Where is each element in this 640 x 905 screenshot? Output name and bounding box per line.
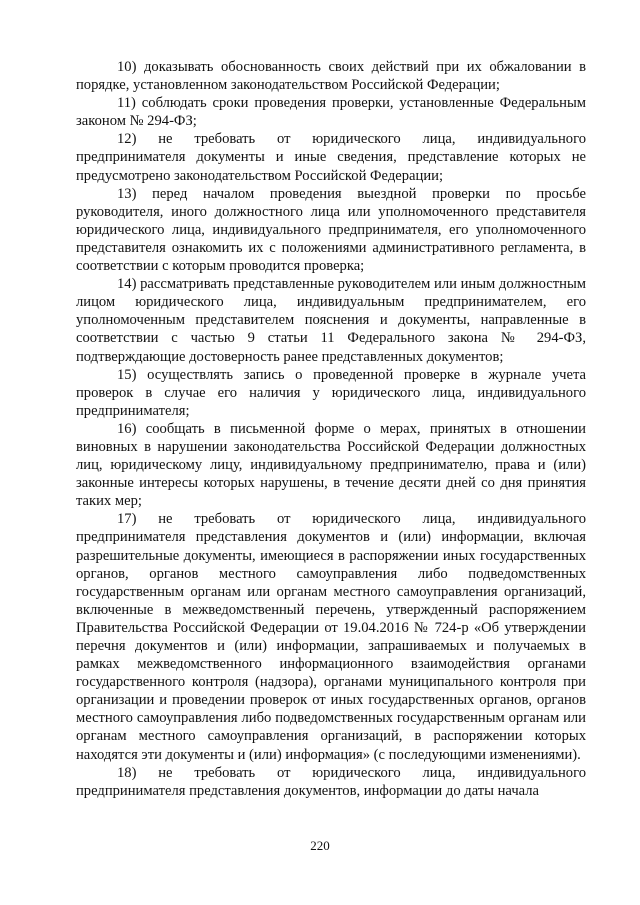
paragraph-item-15: 15) осуществлять запись о проведенной проверке в журнале учета проверок в случае его наличия у юридического лица, индивидуального предпринимателя; [76,366,586,419]
paragraph-item-11: 11) соблюдать сроки проведения проверки, установленные Федеральным законом № 294-ФЗ; [76,95,586,130]
paragraph-item-14: 14) рассматривать представленные руководителем или иным должностным лицом юридического лица, индивидуальным предпринимателем, его уполномоченным представителем пояснения и документы, направленные в соответствии с частью 9 статьи 11 Федерального закона № 294-ФЗ, подтверждающие достоверность ранее представленных документов; [76,276,586,365]
page-number: 220 [310,838,330,853]
paragraph-item-17: 17) не требовать от юридического лица, индивидуального предпринимателя представления документов и (или) информации, включая разрешительные документы, имеющиеся в распоряжении иных государственных органов, органов местного самоуправления либо подведомственных государственным органам или органам местного самоуправления организаций, включенные в межведомственный перечень, утвержденный распоряжением Правительства Российской Федерации от 19.04.2016 № 724-р «Об утверждении перечня документов и (или) информации, запрашиваемых и получаемых в рамках межведомственного информационного взаимодействия органами государственного контроля (надзора), органами муниципального контроля при организации и проведении проверок от иных государственных органов, органов местного самоуправления либо подведомственных государственным органам или органам местного самоуправления организаций, в распоряжении которых находятся эти документы и (или) информация» (с последующими изменениями). [76,511,586,763]
paragraph-item-16: 16) сообщать в письменной форме о мерах, принятых в отношении виновных в нарушении законодательства Российской Федерации должностных лиц, юридическому лицу, индивидуальному предпринимателю, права и (или) законные интересы которых нарушены, в течение десяти дней со дня принятия таких мер; [76,420,586,510]
paragraph-item-10: 10) доказывать обоснованность своих действий при их обжаловании в порядке, установленном законодательством Российской Федерации; [76,59,586,94]
document-body [76,58,586,800]
paragraph-item-13: 13) перед началом проведения выездной проверки по просьбе руководителя, иного должностного лица или уполномоченного представителя юридического лица, индивидуального предпринимателя, его уполномоченного представителя ознакомить их с положениями административного регламента, в соответствии с которым проводится проверка; [76,185,586,275]
paragraph-item-18: 18) не требовать от юридического лица, индивидуального предпринимателя представления документов, информации до даты начала [76,764,586,799]
paragraph-item-12: 12) не требовать от юридического лица, индивидуального предпринимателя документы и иные сведения, представление которых не предусмотрено законодательством Российской Федерации; [76,131,586,184]
